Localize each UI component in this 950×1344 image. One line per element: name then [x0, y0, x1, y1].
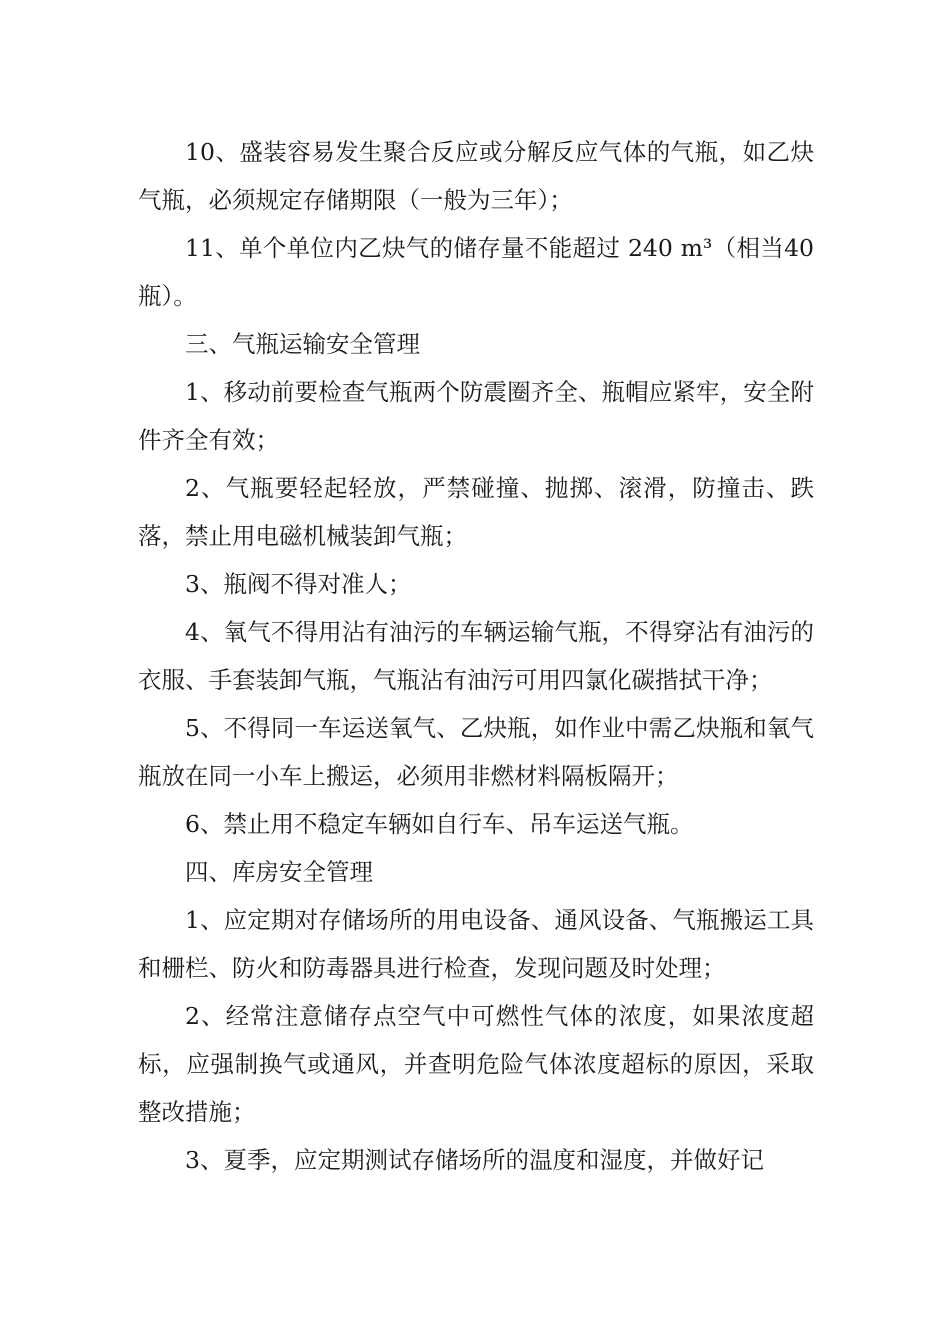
paragraph-transport-item-6: 6、禁止用不稳定车辆如自行车、吊车运送气瓶。 — [185, 810, 694, 838]
paragraph-transport-item-1: 1、移动前要检查气瓶两个防震圈齐全、瓶帽应紧牢，安全附件齐全有效； — [138, 378, 814, 454]
section-heading-transport-safety: 三、气瓶运输安全管理 — [185, 330, 420, 358]
section-heading-warehouse-safety: 四、库房安全管理 — [185, 858, 373, 886]
paragraph-item-10-acetylene-storage-period: 10、盛装容易发生聚合反应或分解反应气体的气瓶，如乙炔气瓶，必须规定存储期限（一般为三年）； — [138, 138, 814, 214]
paragraph-item-11-acetylene-storage-limit: 11、单个单位内乙炔气的储存量不能超过 240 m³（相当40瓶）。 — [138, 234, 814, 310]
paragraph-warehouse-item-3: 3、夏季，应定期测试存储场所的温度和湿度，并做好记 — [185, 1146, 764, 1174]
paragraph-warehouse-item-1: 1、应定期对存储场所的用电设备、通风设备、气瓶搬运工具和栅栏、防火和防毒器具进行检查，发现问题及时处理； — [138, 906, 814, 982]
document-page — [138, 128, 814, 1184]
paragraph-warehouse-item-2: 2、经常注意储存点空气中可燃性气体的浓度，如果浓度超标，应强制换气或通风，并查明危险气体浓度超标的原因，采取整改措施； — [138, 1002, 814, 1126]
paragraph-transport-item-5: 5、不得同一车运送氧气、乙炔瓶，如作业中需乙炔瓶和氧气瓶放在同一小车上搬运，必须用非燃材料隔板隔开； — [138, 714, 814, 790]
paragraph-transport-item-2: 2、气瓶要轻起轻放，严禁碰撞、抛掷、滚滑，防撞击、跌落，禁止用电磁机械装卸气瓶； — [138, 474, 814, 550]
paragraph-transport-item-3: 3、瓶阀不得对准人； — [185, 570, 412, 598]
paragraph-transport-item-4: 4、氧气不得用沾有油污的车辆运输气瓶，不得穿沾有油污的衣服、手套装卸气瓶，气瓶沾有油污可用四氯化碳揩拭干净； — [138, 618, 814, 694]
